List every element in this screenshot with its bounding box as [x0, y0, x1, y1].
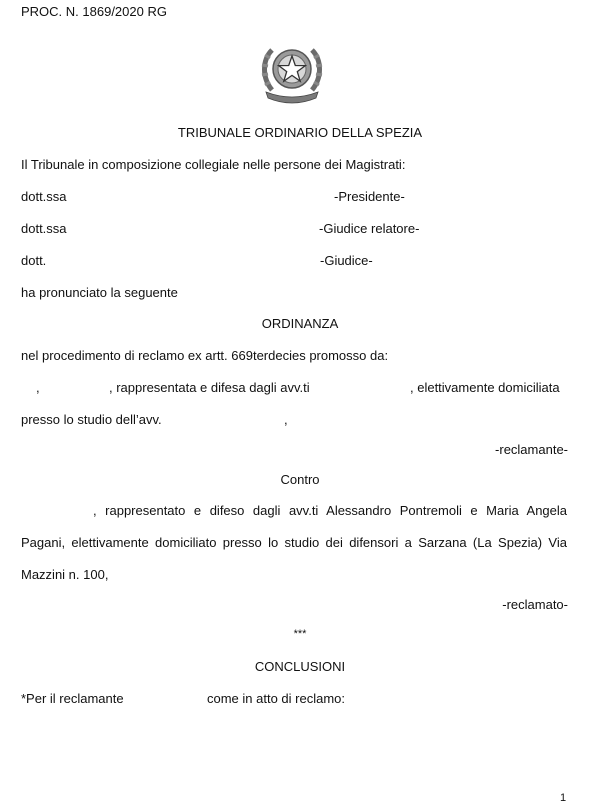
composition-text: Il Tribunale in composizione collegiale nelle persone dei Magistrati: [21, 157, 406, 172]
conclusion-text: come in atto di reclamo: [207, 691, 346, 706]
contro-heading: Contro [280, 472, 320, 487]
court-title: TRIBUNALE ORDINARIO DELLA SPEZIA [177, 125, 423, 140]
claimant-represented: , rappresentata e difesa dagli avv.ti [109, 380, 310, 395]
respondent-line-3: Mazzini n. 100, [21, 567, 109, 582]
page-number: 1 [560, 792, 567, 804]
claimant-studio: presso lo studio dell’avv. [21, 412, 162, 427]
judge-title: dott.ssa [21, 189, 67, 204]
proc-number: PROC. N. 1869/2020 RG [21, 4, 167, 19]
judge-role: -Giudice relatore- [319, 221, 420, 236]
italian-republic-emblem-icon [258, 38, 326, 106]
ordinanza-heading: ORDINANZA [261, 316, 339, 331]
respondent-line-2: Pagani, elettivamente domiciliato presso lo studio dei difensori a Sarzana (La Spezia) Via [21, 535, 567, 550]
procedure-text: nel procedimento di reclamo ex artt. 669terdecies promosso da: [21, 348, 389, 363]
respondent-role: -reclamato- [502, 597, 568, 612]
judge-title: dott. [21, 253, 47, 268]
claimant-role: -reclamante- [495, 442, 568, 457]
claimant-domicile: , elettivamente domiciliata [410, 380, 560, 395]
claimant-comma-2: , [284, 412, 288, 427]
judge-role: -Presidente- [334, 189, 405, 204]
conclusioni-heading: CONCLUSIONI [254, 659, 346, 674]
separator: *** [293, 628, 307, 640]
pronounced-text: ha pronunciato la seguente [21, 285, 178, 300]
respondent-line-1: , rappresentato e difeso dagli avv.ti Alessandro Pontremoli e Maria Angela [93, 503, 567, 518]
conclusion-label: *Per il reclamante [21, 691, 124, 706]
judge-title: dott.ssa [21, 221, 67, 236]
claimant-comma: , [36, 380, 40, 395]
judge-role: -Giudice- [320, 253, 373, 268]
